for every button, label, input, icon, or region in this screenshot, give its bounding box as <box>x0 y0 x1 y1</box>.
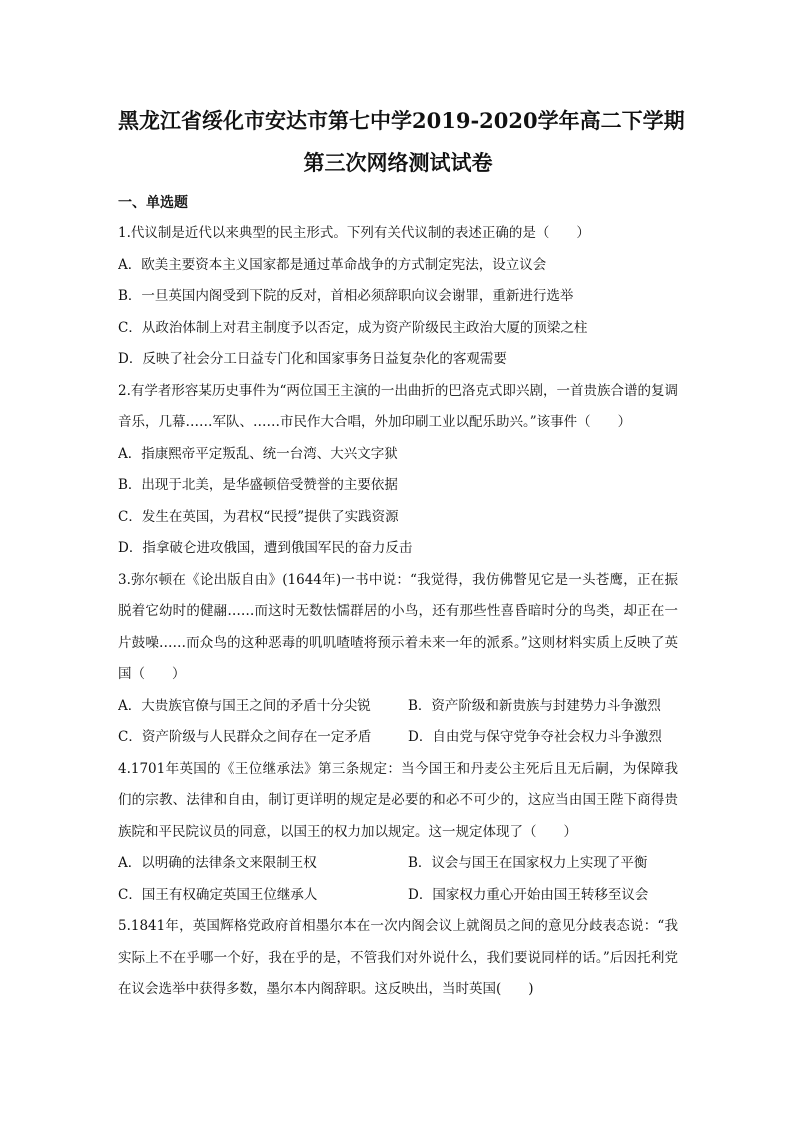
question-1 <box>118 218 678 376</box>
question-stem: 3.弥尔顿在《论出版自由》(1644年)一书中说：“我觉得，我仿佛瞥见它是一头苍鹰，正在振脱着它幼时的健翮……而这时无数怯懦群居的小鸟，还有那些性喜昏暗时分的鸟类，却正在一片鼓噪……而众鸟的这种恶毒的叽叽喳喳将预示着未来一年的派系。”这则材料实质上反映了英国（ ） <box>118 571 678 682</box>
option-a: A．以明确的法律条文来限制王权 <box>118 855 317 871</box>
option-c: C．国王有权确定英国王位继承人 <box>118 886 318 903</box>
option-c: C．资产阶级与人民群众之间存在一定矛盾 <box>118 729 372 745</box>
option-b: B．一旦英国内阁受到下院的反对，首相必须辞职向议会谢罪，重新进行选举 <box>118 288 574 304</box>
exam-title-line1: 黑龙江省绥化市安达市第七中学2019-2020学年高二下学期 <box>118 108 685 133</box>
exam-title-line2: 第三次网络测试试卷 <box>303 150 493 175</box>
option-d: D．国家权力重心开始由国王转移至议会 <box>408 886 649 903</box>
option-a: A．指康熙帝平定叛乱、统一台湾、大兴文字狱 <box>118 445 398 462</box>
exam-page <box>118 100 685 1006</box>
question-5 <box>118 911 678 1006</box>
option-a: A．欧美主要资本主义国家都是通过革命战争的方式制定宪法，设立议会 <box>118 256 547 273</box>
option-a: A．大贵族官僚与国王之间的矛盾十分尖锐 <box>118 697 371 714</box>
option-d: D．反映了社会分工日益专门化和国家事务日益复杂化的客观需要 <box>118 351 507 367</box>
option-c: C．发生在英国，为君权“民授”提供了实践资源 <box>118 508 399 525</box>
option-c: C．从政治体制上对君主制度予以否定，成为资产阶级民主政治大厦的顶梁之柱 <box>118 319 588 336</box>
question-4 <box>118 754 678 912</box>
question-stem: 2.有学者形容某历史事件为“两位国王主演的一出曲折的巴洛克式即兴剧，一首贵族合谱的复调音乐，几幕……军队、……市民作大合唱，外加印刷工业以配乐助兴。”该事件（ ） <box>118 382 678 430</box>
option-b: B．出现于北美，是华盛顿倍受赞誉的主要依据 <box>118 477 398 493</box>
question-3 <box>118 565 678 754</box>
question-stem: 5.1841年，英国辉格党政府首相墨尔本在一次内阁会议上就阁员之间的意见分歧表态说：“我实际上不在乎哪一个好，我在乎的是，不管我们对外说什么，我们要说同样的话。”后因托利党在议会选举中获得多数，墨尔本内阁辞职。这反映出，当时英国( ) <box>118 918 678 997</box>
question-2 <box>118 376 678 565</box>
question-stem: 1.代议制是近代以来典型的民主形式。下列有关代议制的表述正确的是（ ） <box>118 225 590 241</box>
options-row-cd <box>118 880 678 912</box>
options-row-ab <box>118 691 678 723</box>
section-heading: 一、单选题 <box>118 195 188 211</box>
option-d: D．自由党与保守党争夺社会权力斗争激烈 <box>408 729 662 745</box>
option-b: B．议会与国王在国家权力上实现了平衡 <box>408 855 648 871</box>
option-b: B．资产阶级和新贵族与封建势力斗争激烈 <box>408 697 661 714</box>
option-d: D．指拿破仑进攻俄国，遭到俄国军民的奋力反击 <box>118 540 413 556</box>
options-row-cd <box>118 722 678 754</box>
question-stem: 4.1701年英国的《王位继承法》第三条规定：当今国王和丹麦公主死后且无后嗣，为保障我们的宗教、法律和自由，制订更详明的规定是必要的和必不可少的，这应当由国王陛下商得贵族院和平民院议员的同意，以国王的权力加以规定。这一规定体现了（ ） <box>118 760 678 840</box>
options-row-ab <box>118 848 678 880</box>
